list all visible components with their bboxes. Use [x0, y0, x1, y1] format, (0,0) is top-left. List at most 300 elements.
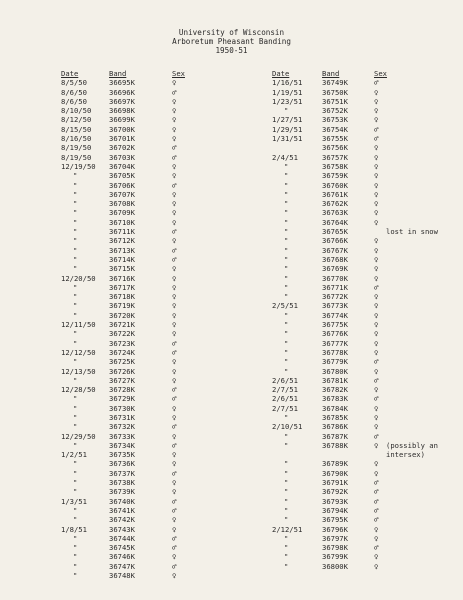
sex-cell: ♀: [172, 199, 177, 209]
date-cell: 2/6/51: [272, 375, 298, 385]
sex-cell: ♀: [172, 189, 177, 199]
date-cell: ": [73, 245, 78, 255]
sex-cell: ♀: [374, 208, 379, 218]
band-cell: 36713K: [109, 245, 135, 255]
date-cell: ": [284, 487, 289, 497]
date-cell: 1/31/51: [272, 134, 303, 144]
date-cell: ": [73, 375, 78, 385]
band-cell: 36785K: [322, 412, 348, 422]
date-cell: ": [73, 505, 78, 515]
band-cell: 36718K: [109, 292, 135, 302]
sex-cell: ♀: [374, 273, 379, 283]
sex-cell: ♂: [374, 496, 379, 506]
date-cell: ": [73, 552, 78, 562]
date-cell: 1/23/51: [272, 96, 303, 106]
band-cell: 36778K: [322, 347, 348, 357]
band-cell: 36768K: [322, 254, 348, 264]
band-cell: 36752K: [322, 106, 348, 116]
sex-cell: ♂: [374, 394, 379, 404]
sex-header: Sex: [172, 69, 185, 78]
date-cell: ": [73, 301, 78, 311]
date-cell: ": [73, 264, 78, 274]
band-cell: 36736K: [109, 459, 135, 469]
date-cell: ": [73, 171, 78, 181]
band-cell: 36769K: [322, 264, 348, 274]
band-cell: 36703K: [109, 152, 135, 162]
sex-cell: ♀: [374, 152, 379, 162]
band-cell: 36784K: [322, 403, 348, 413]
sex-cell: ♀: [172, 115, 177, 125]
date-cell: 12/12/50: [61, 347, 96, 357]
date-cell: ": [284, 217, 289, 227]
sex-cell: ♀: [374, 87, 379, 97]
band-cell: 36720K: [109, 310, 135, 320]
band-cell: 36760K: [322, 180, 348, 190]
date-cell: ": [284, 264, 289, 274]
sex-cell: ♂: [374, 543, 379, 553]
band-cell: 36757K: [322, 152, 348, 162]
date-cell: ": [284, 329, 289, 339]
band-cell: 36709K: [109, 208, 135, 218]
sex-cell: ♀: [172, 478, 177, 488]
band-cell: 36792K: [322, 487, 348, 497]
date-cell: ": [284, 431, 289, 441]
sex-cell: ♀: [172, 273, 177, 283]
sex-cell: ♀: [172, 134, 177, 144]
date-cell: 1/2/51: [61, 450, 87, 460]
band-cell: 36774K: [322, 310, 348, 320]
sex-cell: ♂: [374, 431, 379, 441]
date-cell: 8/15/50: [61, 124, 92, 134]
note-cell: intersex): [386, 450, 425, 460]
date-cell: ": [284, 282, 289, 292]
sex-cell: ♂: [172, 180, 177, 190]
date-cell: 12/11/50: [61, 320, 96, 330]
date-cell: ": [73, 180, 78, 190]
sex-cell: ♂: [172, 87, 177, 97]
note-cell: (possibly an: [386, 440, 438, 450]
date-cell: ": [73, 292, 78, 302]
sex-cell: ♀: [172, 459, 177, 469]
sex-cell: ♀: [374, 468, 379, 478]
date-cell: ": [284, 459, 289, 469]
date-cell: ": [73, 208, 78, 218]
date-cell: 8/6/50: [61, 87, 87, 97]
sex-cell: ♀: [172, 487, 177, 497]
sex-cell: ♀: [374, 385, 379, 395]
sex-cell: ♀: [172, 357, 177, 367]
date-cell: ": [284, 515, 289, 525]
sex-cell: ♀: [374, 561, 379, 571]
band-cell: 36739K: [109, 487, 135, 497]
date-cell: ": [73, 329, 78, 339]
sex-cell: ♀: [172, 375, 177, 385]
band-cell: 36756K: [322, 143, 348, 153]
header-institution: University of Wisconsin: [178, 28, 285, 37]
date-cell: ": [73, 459, 78, 469]
date-cell: ": [284, 505, 289, 515]
sex-cell: ♀: [172, 450, 177, 460]
band-cell: 36725K: [109, 357, 135, 367]
band-cell: 36759K: [322, 171, 348, 181]
sex-cell: ♂: [172, 347, 177, 357]
date-cell: 1/8/51: [61, 524, 87, 534]
sex-cell: ♀: [374, 310, 379, 320]
sex-cell: ♂: [172, 496, 177, 506]
date-cell: ": [73, 487, 78, 497]
date-cell: 2/12/51: [272, 524, 303, 534]
sex-cell: ♀: [172, 106, 177, 116]
band-cell: 36795K: [322, 515, 348, 525]
band-cell: 36793K: [322, 496, 348, 506]
date-cell: 1/29/51: [272, 124, 303, 134]
band-cell: 36761K: [322, 189, 348, 199]
band-cell: 36766K: [322, 236, 348, 246]
sex-cell: ♂: [374, 78, 379, 88]
sex-cell: ♀: [374, 161, 379, 171]
sex-cell: ♀: [172, 217, 177, 227]
band-cell: 36773K: [322, 301, 348, 311]
sex-cell: ♂: [374, 357, 379, 367]
band-cell: 36701K: [109, 134, 135, 144]
band-cell: 36702K: [109, 143, 135, 153]
sex-cell: ♀: [374, 422, 379, 432]
band-cell: 36737K: [109, 468, 135, 478]
band-cell: 36707K: [109, 189, 135, 199]
band-cell: 36755K: [322, 134, 348, 144]
band-cell: 36740K: [109, 496, 135, 506]
date-cell: ": [73, 478, 78, 488]
date-cell: 12/29/50: [61, 431, 96, 441]
date-cell: 1/3/51: [61, 496, 87, 506]
date-cell: ": [73, 338, 78, 348]
date-cell: ": [284, 347, 289, 357]
date-cell: ": [284, 440, 289, 450]
band-cell: 36749K: [322, 78, 348, 88]
sex-cell: ♀: [374, 180, 379, 190]
band-cell: 36715K: [109, 264, 135, 274]
band-cell: 36743K: [109, 524, 135, 534]
band-cell: 36719K: [109, 301, 135, 311]
sex-cell: ♂: [374, 515, 379, 525]
date-cell: ": [284, 338, 289, 348]
band-cell: 36789K: [322, 459, 348, 469]
date-cell: 1/27/51: [272, 115, 303, 125]
sex-cell: ♀: [374, 329, 379, 339]
band-cell: 36714K: [109, 254, 135, 264]
sex-cell: ♀: [374, 347, 379, 357]
band-cell: 36734K: [109, 440, 135, 450]
date-cell: ": [284, 180, 289, 190]
band-cell: 36754K: [322, 124, 348, 134]
band-cell: 36796K: [322, 524, 348, 534]
band-cell: 36732K: [109, 422, 135, 432]
band-cell: 36730K: [109, 403, 135, 413]
sex-cell: ♂: [172, 394, 177, 404]
date-cell: ": [284, 357, 289, 367]
band-cell: 36738K: [109, 478, 135, 488]
band-cell: 36699K: [109, 115, 135, 125]
sex-cell: ♂: [172, 245, 177, 255]
sex-cell: ♀: [172, 431, 177, 441]
document-header: [0, 28, 463, 55]
band-cell: 36724K: [109, 347, 135, 357]
date-cell: ": [73, 533, 78, 543]
date-cell: 12/28/50: [61, 385, 96, 395]
band-cell: 36776K: [322, 329, 348, 339]
date-cell: ": [284, 236, 289, 246]
date-cell: 8/5/50: [61, 78, 87, 88]
sex-cell: ♀: [374, 412, 379, 422]
date-cell: 8/10/50: [61, 106, 92, 116]
sex-cell: ♀: [172, 552, 177, 562]
date-cell: 2/7/51: [272, 385, 298, 395]
band-cell: 36767K: [322, 245, 348, 255]
date-cell: ": [284, 208, 289, 218]
date-cell: ": [73, 422, 78, 432]
sex-cell: ♂: [172, 543, 177, 553]
band-cell: 36763K: [322, 208, 348, 218]
band-cell: 36747K: [109, 561, 135, 571]
date-cell: ": [284, 543, 289, 553]
sex-cell: ♂: [172, 468, 177, 478]
date-cell: 2/10/51: [272, 422, 303, 432]
sex-cell: ♀: [374, 552, 379, 562]
sex-cell: ♀: [374, 459, 379, 469]
band-cell: 36696K: [109, 87, 135, 97]
date-cell: 8/6/50: [61, 96, 87, 106]
band-cell: 36721K: [109, 320, 135, 330]
date-cell: ": [284, 254, 289, 264]
date-cell: ": [73, 468, 78, 478]
date-cell: 1/19/51: [272, 87, 303, 97]
band-cell: 36794K: [322, 505, 348, 515]
date-cell: ": [73, 571, 78, 581]
band-cell: 36722K: [109, 329, 135, 339]
sex-cell: ♀: [172, 161, 177, 171]
sex-cell: ♀: [172, 96, 177, 106]
date-cell: ": [284, 245, 289, 255]
band-cell: 36787K: [322, 431, 348, 441]
date-cell: 12/19/50: [61, 161, 96, 171]
sex-cell: ♂: [374, 375, 379, 385]
date-cell: 8/19/50: [61, 143, 92, 153]
sex-cell: ♀: [374, 106, 379, 116]
band-cell: 36779K: [322, 357, 348, 367]
date-cell: ": [73, 357, 78, 367]
band-cell: 36781K: [322, 375, 348, 385]
date-cell: ": [284, 273, 289, 283]
date-cell: ": [284, 478, 289, 488]
sex-cell: ♂: [172, 422, 177, 432]
band-cell: 36783K: [322, 394, 348, 404]
date-cell: ": [73, 440, 78, 450]
band-cell: 36764K: [322, 217, 348, 227]
sex-cell: ♀: [374, 96, 379, 106]
sex-cell: ♂: [374, 282, 379, 292]
band-cell: 36780K: [322, 366, 348, 376]
sex-cell: ♀: [172, 301, 177, 311]
date-cell: ": [284, 106, 289, 116]
sex-cell: ♀: [374, 366, 379, 376]
sex-cell: ♀: [374, 320, 379, 330]
band-cell: 36762K: [322, 199, 348, 209]
header-season: 1950-51: [215, 46, 248, 55]
band-cell: 36742K: [109, 515, 135, 525]
sex-cell: ♀: [172, 171, 177, 181]
band-cell: 36712K: [109, 236, 135, 246]
band-cell: 36744K: [109, 533, 135, 543]
date-cell: ": [284, 171, 289, 181]
band-cell: 36705K: [109, 171, 135, 181]
sex-cell: ♀: [172, 515, 177, 525]
sex-cell: ♂: [172, 227, 177, 237]
band-cell: 36751K: [322, 96, 348, 106]
sex-cell: ♀: [374, 338, 379, 348]
band-cell: 36758K: [322, 161, 348, 171]
sex-cell: ♀: [172, 403, 177, 413]
sex-cell: ♂: [172, 254, 177, 264]
band-cell: 36735K: [109, 450, 135, 460]
sex-header: Sex: [374, 69, 387, 78]
band-cell: 36726K: [109, 366, 135, 376]
sex-cell: ♀: [374, 301, 379, 311]
sex-cell: ♀: [172, 292, 177, 302]
sex-cell: ♀: [374, 533, 379, 543]
band-cell: 36723K: [109, 338, 135, 348]
date-cell: ": [73, 394, 78, 404]
sex-cell: ♀: [374, 217, 379, 227]
date-cell: ": [284, 189, 289, 199]
band-header: Band: [109, 69, 127, 78]
date-cell: ": [73, 310, 78, 320]
band-cell: 36731K: [109, 412, 135, 422]
sex-cell: ♂: [374, 505, 379, 515]
date-cell: ": [284, 412, 289, 422]
sex-cell: ♀: [172, 264, 177, 274]
sex-cell: ♀: [374, 403, 379, 413]
date-cell: 1/16/51: [272, 78, 303, 88]
sex-cell: ♂: [172, 440, 177, 450]
sex-cell: ♀: [172, 524, 177, 534]
date-cell: 2/4/51: [272, 152, 298, 162]
date-cell: ": [284, 552, 289, 562]
band-cell: 36799K: [322, 552, 348, 562]
sex-cell: ♀: [374, 143, 379, 153]
date-cell: 12/20/50: [61, 273, 96, 283]
date-cell: ": [73, 189, 78, 199]
sex-cell: ♀: [172, 320, 177, 330]
band-cell: 36717K: [109, 282, 135, 292]
date-cell: ": [284, 496, 289, 506]
date-cell: ": [284, 366, 289, 376]
sex-cell: ♀: [374, 254, 379, 264]
sex-cell: ♀: [374, 236, 379, 246]
band-cell: 36706K: [109, 180, 135, 190]
band-cell: 36772K: [322, 292, 348, 302]
sex-cell: ♀: [172, 571, 177, 581]
sex-cell: ♂: [374, 487, 379, 497]
date-cell: ": [73, 236, 78, 246]
band-cell: 36711K: [109, 227, 135, 237]
date-cell: ": [73, 217, 78, 227]
band-cell: 36775K: [322, 320, 348, 330]
band-cell: 36765K: [322, 227, 348, 237]
sex-cell: ♂: [172, 561, 177, 571]
sex-cell: ♀: [374, 189, 379, 199]
sex-cell: ♂: [374, 124, 379, 134]
sex-cell: ♀: [374, 292, 379, 302]
band-cell: 36746K: [109, 552, 135, 562]
band-cell: 36753K: [322, 115, 348, 125]
date-cell: 8/16/50: [61, 134, 92, 144]
sex-cell: ♂: [172, 143, 177, 153]
date-cell: 2/6/51: [272, 394, 298, 404]
date-cell: ": [73, 254, 78, 264]
date-header: Date: [272, 69, 290, 78]
date-header: Date: [61, 69, 79, 78]
date-cell: ": [284, 227, 289, 237]
date-cell: ": [284, 320, 289, 330]
band-cell: 36771K: [322, 282, 348, 292]
date-cell: ": [73, 515, 78, 525]
sex-cell: ♂: [172, 152, 177, 162]
sex-cell: ♀: [172, 282, 177, 292]
sex-cell: ♀: [172, 310, 177, 320]
date-cell: 2/7/51: [272, 403, 298, 413]
date-cell: 8/19/50: [61, 152, 92, 162]
date-cell: 12/13/50: [61, 366, 96, 376]
band-cell: 36710K: [109, 217, 135, 227]
sex-cell: ♂: [374, 478, 379, 488]
sex-cell: ♀: [172, 366, 177, 376]
date-cell: ": [284, 533, 289, 543]
band-cell: 36800K: [322, 561, 348, 571]
sex-cell: ♀: [374, 199, 379, 209]
sex-cell: ♀: [172, 208, 177, 218]
band-cell: 36791K: [322, 478, 348, 488]
band-cell: 36786K: [322, 422, 348, 432]
date-cell: ": [284, 199, 289, 209]
header-project: Arboretum Pheasant Banding: [172, 37, 291, 46]
band-header: Band: [322, 69, 340, 78]
band-cell: 36695K: [109, 78, 135, 88]
date-cell: ": [284, 561, 289, 571]
note-cell: lost in snow: [386, 227, 438, 237]
band-cell: 36733K: [109, 431, 135, 441]
band-cell: 36798K: [322, 543, 348, 553]
date-cell: ": [73, 561, 78, 571]
sex-cell: ♂: [374, 134, 379, 144]
sex-cell: ♀: [172, 124, 177, 134]
date-cell: ": [73, 227, 78, 237]
band-cell: 36745K: [109, 543, 135, 553]
band-cell: 36697K: [109, 96, 135, 106]
sex-cell: ♂: [172, 533, 177, 543]
band-cell: 36716K: [109, 273, 135, 283]
sex-cell: ♀: [172, 236, 177, 246]
sex-cell: ♀: [374, 264, 379, 274]
sex-cell: ♀: [374, 440, 379, 450]
date-cell: ": [73, 282, 78, 292]
sex-cell: ♀: [172, 412, 177, 422]
band-cell: 36741K: [109, 505, 135, 515]
sex-cell: ♀: [374, 524, 379, 534]
date-cell: ": [73, 199, 78, 209]
date-cell: ": [73, 543, 78, 553]
sex-cell: ♀: [374, 171, 379, 181]
date-cell: ": [284, 292, 289, 302]
